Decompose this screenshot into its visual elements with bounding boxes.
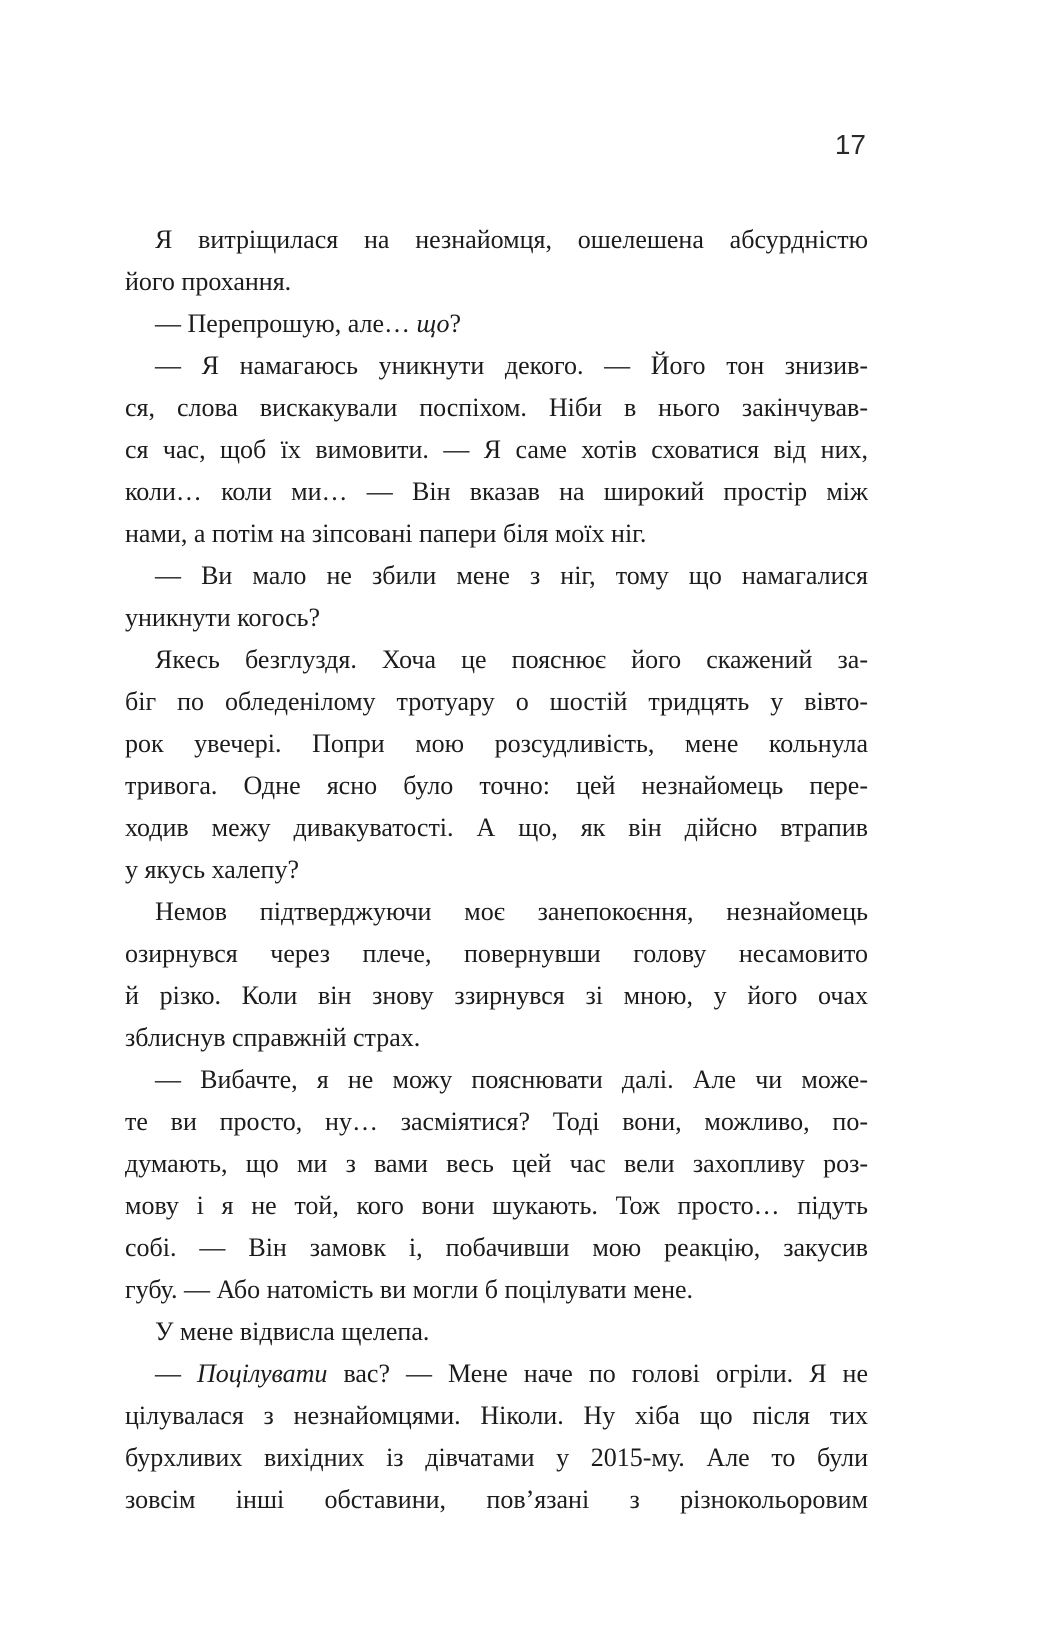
text-run: вас? — Мене наче по голові огріли. Я не: [327, 1359, 868, 1388]
text-run: бурхливих вихідних із дівчатами у 2015-му. Але то були: [125, 1443, 868, 1472]
text-line: [125, 261, 868, 303]
text-run: Я витріщилася на незнайомця, ошелешена абсурдністю: [155, 225, 868, 254]
text-run: й різко. Коли він знову ззирнувся зі мною, у його очах: [125, 981, 868, 1010]
text-run: губу. — Або натомість ви могли б поцілувати мене.: [125, 1275, 694, 1304]
text-run: —: [155, 1359, 198, 1388]
text-line: [125, 1059, 868, 1101]
text-run: рок увечері. Попри мою розсудливість, мене кольнула: [125, 729, 868, 758]
text-run: — Ви мало не збили мене з ніг, тому що намагалися: [155, 561, 868, 590]
text-line: [125, 303, 868, 345]
text-line: [125, 1185, 868, 1227]
italic-text: Поцілувати: [197, 1359, 328, 1388]
text-line: [125, 345, 868, 387]
text-line: [125, 1479, 868, 1521]
text-line: [125, 1353, 868, 1395]
text-line: [125, 471, 868, 513]
text-line: [125, 1311, 868, 1353]
text-line: [125, 975, 868, 1017]
text-run: нами, а потім на зіпсовані папери біля моїх ніг.: [125, 519, 647, 548]
text-line: [125, 513, 868, 555]
text-run: уникнути когось?: [125, 603, 321, 632]
text-line: [125, 387, 868, 429]
text-run: ся час, щоб їх вимовити. — Я саме хотів сховатися від них,: [125, 435, 868, 464]
text-run: тривога. Одне ясно було точно: цей незнайомець пере-: [125, 771, 868, 800]
text-run: — Перепрошую, але…: [155, 309, 417, 338]
italic-text: що: [416, 309, 450, 338]
text-line: [125, 891, 868, 933]
text-line: [125, 1269, 868, 1311]
text-line: [125, 1143, 868, 1185]
text-line: [125, 1227, 868, 1269]
text-line: [125, 1395, 868, 1437]
text-line: [125, 681, 868, 723]
text-run: ся, слова вискакували поспіхом. Ніби в нього закінчував-: [125, 393, 868, 422]
text-line: [125, 1437, 868, 1479]
text-run: У мене відвисла щелепа.: [155, 1317, 430, 1346]
text-line: [125, 219, 868, 261]
text-line: [125, 849, 868, 891]
text-line: [125, 807, 868, 849]
text-run: мову і я не той, кого вони шукають. Тож просто… підуть: [125, 1191, 868, 1220]
text-line: [125, 597, 868, 639]
text-line: [125, 723, 868, 765]
text-run: озирнувся через плече, повернувши голову несамовито: [125, 939, 868, 968]
text-run: — Я намагаюсь уникнути декого. — Його тон знизив-: [155, 351, 868, 380]
text-block: [125, 219, 868, 1521]
text-run: те ви просто, ну… засміятися? Тоді вони, можливо, по-: [125, 1107, 868, 1136]
text-run: зовсім інші обставини, пов’язані з різнокольоровим: [125, 1485, 868, 1514]
text-line: [125, 639, 868, 681]
page-number: 17: [834, 129, 866, 160]
text-run: ходив межу дивакуватості. А що, як він дійсно втрапив: [125, 813, 868, 842]
text-line: [125, 1017, 868, 1059]
text-run: коли… коли ми… — Він вказав на широкий простір між: [125, 477, 868, 506]
text-line: [125, 765, 868, 807]
text-run: Якесь безглуздя. Хоча це пояснює його скажений за-: [155, 645, 868, 674]
text-run: біг по обледенілому тротуару о шостій тридцять у вівто-: [125, 687, 868, 716]
text-line: [125, 429, 868, 471]
text-line: [125, 933, 868, 975]
text-run: — Вибачте, я не можу пояснювати далі. Але чи може-: [155, 1065, 868, 1094]
text-line: [125, 555, 868, 597]
text-line: [125, 1101, 868, 1143]
text-run: ?: [449, 309, 461, 338]
text-run: Немов підтверджуючи моє занепокоєння, незнайомець: [155, 897, 868, 926]
text-run: собі. — Він замовк і, побачивши мою реакцію, закусив: [125, 1233, 868, 1262]
text-run: думають, що ми з вами весь цей час вели захопливу роз-: [125, 1149, 868, 1178]
text-run: зблиснув справжній страх.: [125, 1023, 421, 1052]
text-run: у якусь халепу?: [125, 855, 300, 884]
text-run: його прохання.: [125, 267, 292, 296]
text-run: цілувалася з незнайомцями. Ніколи. Ну хіба що після тих: [125, 1401, 868, 1430]
